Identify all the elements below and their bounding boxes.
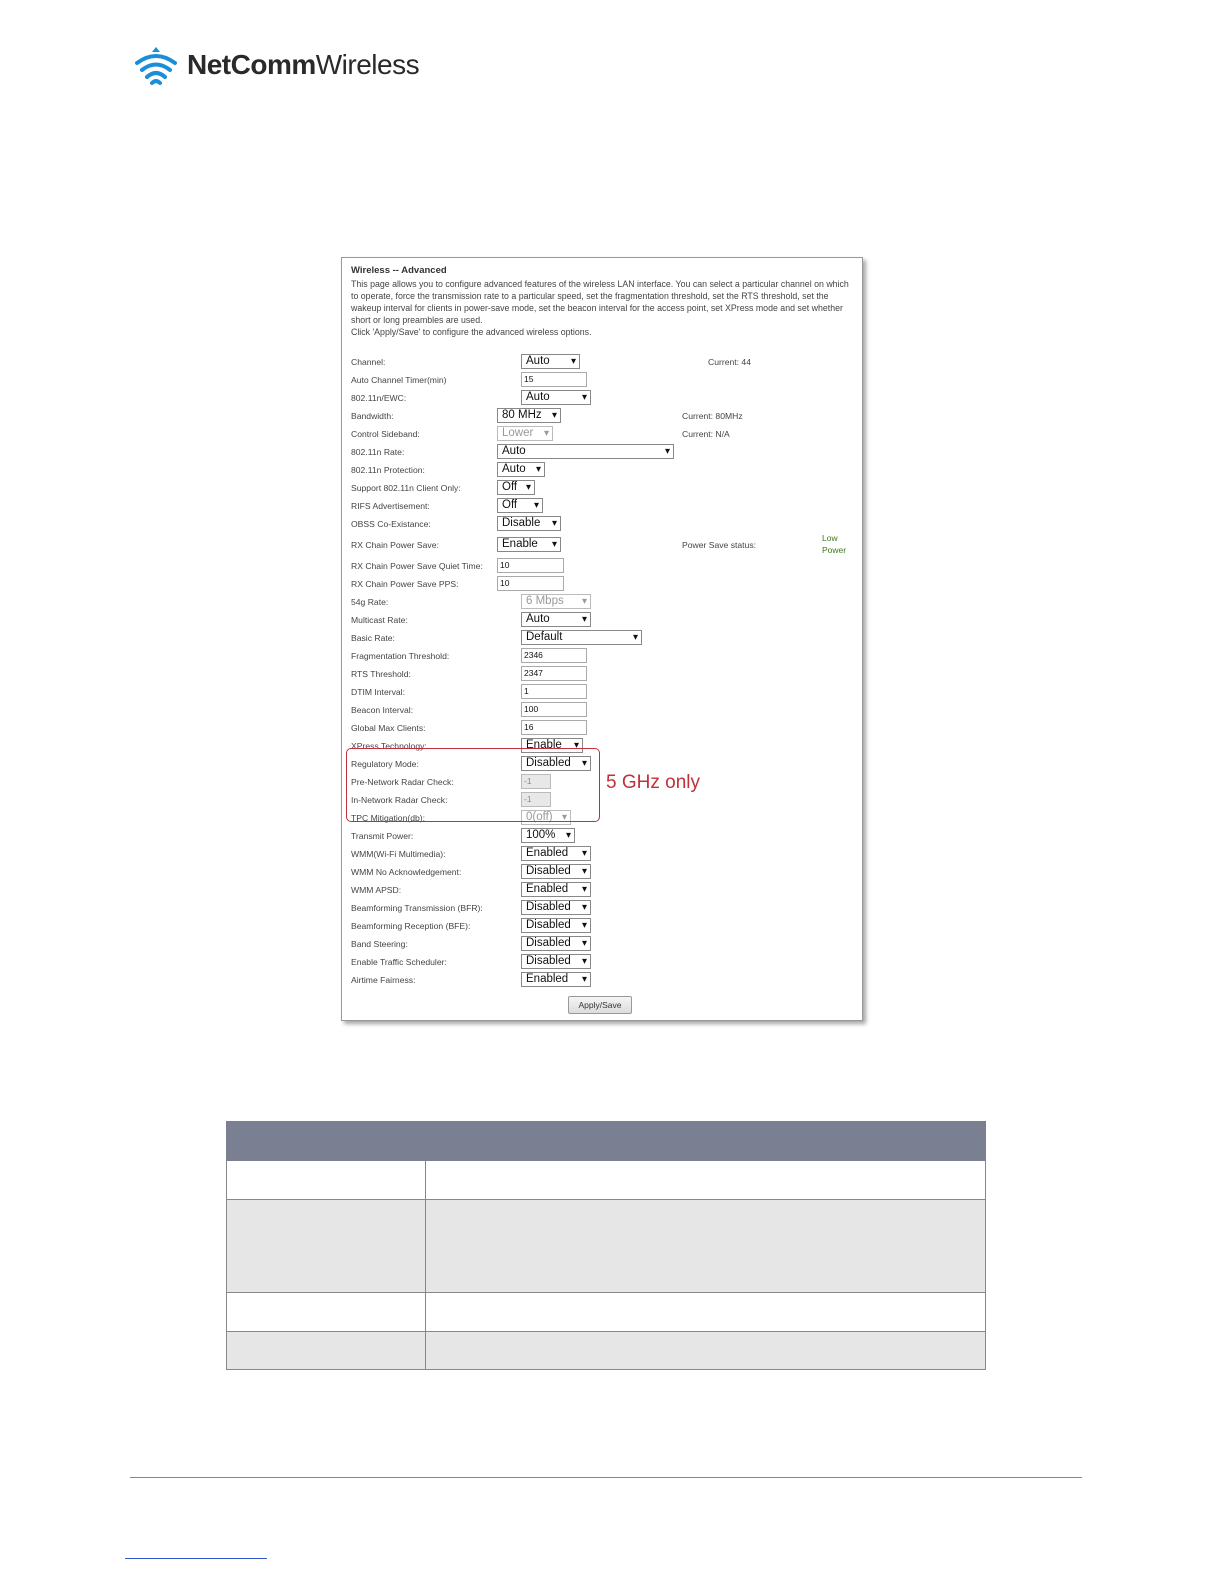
setting-label: Airtime Fairness: xyxy=(351,975,416,985)
setting-label: Support 802.11n Client Only: xyxy=(351,483,461,493)
setting-label: Beacon Interval: xyxy=(351,705,414,715)
power-save-status: Low Power xyxy=(822,533,847,555)
setting-select[interactable]: Auto ▾ xyxy=(521,354,580,369)
wifi-logo-icon xyxy=(133,43,179,87)
setting-row xyxy=(342,684,862,702)
setting-select[interactable]: Disabled ▾ xyxy=(521,936,591,951)
5ghz-only-annotation: 5 GHz only xyxy=(606,772,700,793)
footer-link-underline[interactable] xyxy=(125,1558,267,1559)
setting-row xyxy=(342,533,862,555)
setting-input: -1 xyxy=(521,774,551,789)
setting-label: Beamforming Reception (BFE): xyxy=(351,921,471,931)
setting-label: 802.11n Rate: xyxy=(351,447,405,457)
setting-row xyxy=(342,846,862,864)
setting-row xyxy=(342,648,862,666)
5ghz-highlight-box xyxy=(346,748,600,822)
setting-select[interactable]: Default ▾ xyxy=(521,630,642,645)
setting-select: 0(off) ▾ xyxy=(521,810,571,825)
setting-select[interactable]: Disabled ▾ xyxy=(521,864,591,879)
current-value-info: Current: 80MHz xyxy=(682,411,743,421)
setting-row xyxy=(342,882,862,900)
setting-select[interactable]: Auto ▾ xyxy=(497,444,674,459)
setting-row xyxy=(342,630,862,648)
apply-save-button[interactable]: Apply/Save xyxy=(568,996,632,1014)
setting-select[interactable]: 100% ▾ xyxy=(521,828,575,843)
table-row xyxy=(227,1200,986,1293)
setting-label: RX Chain Power Save PPS: xyxy=(351,579,459,589)
setting-row xyxy=(342,864,862,882)
setting-input: -1 xyxy=(521,792,551,807)
setting-row xyxy=(342,498,862,516)
setting-select[interactable]: Enable ▾ xyxy=(497,537,561,552)
setting-select[interactable]: Auto ▾ xyxy=(521,612,591,627)
setting-row xyxy=(342,444,862,462)
current-value-info: Power Save status: xyxy=(682,540,757,550)
setting-input[interactable]: 100 xyxy=(521,702,587,717)
setting-row xyxy=(342,702,862,720)
setting-row xyxy=(342,666,862,684)
setting-label: Fragmentation Threshold: xyxy=(351,651,450,661)
footer-divider xyxy=(130,1477,1082,1478)
setting-label: RIFS Advertisement: xyxy=(351,501,430,511)
setting-row xyxy=(342,720,862,738)
setting-select[interactable]: Auto ▾ xyxy=(521,390,591,405)
table-row xyxy=(227,1293,986,1332)
setting-input[interactable]: 16 xyxy=(521,720,587,735)
setting-row xyxy=(342,936,862,954)
setting-row xyxy=(342,354,862,372)
setting-select[interactable]: Enabled ▾ xyxy=(521,846,591,861)
setting-select[interactable]: Enabled ▾ xyxy=(521,882,591,897)
setting-row xyxy=(342,462,862,480)
setting-label: Beamforming Transmission (BFR): xyxy=(351,903,483,913)
settings-description-table xyxy=(226,1121,986,1370)
setting-row xyxy=(342,516,862,534)
setting-select[interactable]: Off ▾ xyxy=(497,498,543,513)
setting-label: WMM No Acknowledgement: xyxy=(351,867,462,877)
setting-label: Pre-Network Radar Check: xyxy=(351,777,454,787)
netcomm-logo xyxy=(133,40,419,90)
setting-select[interactable]: Disabled ▾ xyxy=(521,756,591,771)
setting-label: Multicast Rate: xyxy=(351,615,408,625)
setting-row xyxy=(342,828,862,846)
setting-select[interactable]: Enabled ▾ xyxy=(521,972,591,987)
setting-label: RX Chain Power Save: xyxy=(351,540,439,550)
setting-row xyxy=(342,900,862,918)
setting-label: Enable Traffic Scheduler: xyxy=(351,957,447,967)
setting-label: Bandwidth: xyxy=(351,411,394,421)
setting-select: 6 Mbps ▾ xyxy=(521,594,591,609)
setting-input[interactable]: 10 xyxy=(497,558,564,573)
setting-row xyxy=(342,408,862,426)
table-row xyxy=(227,1161,986,1200)
setting-row xyxy=(342,390,862,408)
page-title: Wireless -- Advanced xyxy=(351,265,447,276)
setting-label: In-Network Radar Check: xyxy=(351,795,448,805)
setting-input[interactable]: 1 xyxy=(521,684,587,699)
setting-select[interactable]: 80 MHz ▾ xyxy=(497,408,561,423)
setting-label: Control Sideband: xyxy=(351,429,420,439)
setting-label: 802.11n Protection: xyxy=(351,465,425,475)
setting-select[interactable]: Enable ▾ xyxy=(521,738,583,753)
setting-row xyxy=(342,372,862,390)
setting-row xyxy=(342,594,862,612)
brand-name: NetCommWireless xyxy=(187,49,420,80)
setting-row xyxy=(342,972,862,990)
setting-label: 802.11n/EWC: xyxy=(351,393,407,403)
setting-input[interactable]: 2347 xyxy=(521,666,587,681)
setting-label: WMM(Wi-Fi Multimedia): xyxy=(351,849,446,859)
setting-row xyxy=(342,480,862,498)
setting-select: Lower ▾ xyxy=(497,426,553,441)
setting-select[interactable]: Off ▾ xyxy=(497,480,535,495)
setting-select[interactable]: Auto ▾ xyxy=(497,462,545,477)
setting-label: Auto Channel Timer(min) xyxy=(351,375,447,385)
setting-row xyxy=(342,918,862,936)
setting-input[interactable]: 2346 xyxy=(521,648,587,663)
setting-row xyxy=(342,954,862,972)
setting-row xyxy=(342,426,862,444)
setting-label: RX Chain Power Save Quiet Time: xyxy=(351,561,483,571)
setting-row xyxy=(342,558,862,576)
setting-label: OBSS Co-Existance: xyxy=(351,519,431,529)
setting-label: Regulatory Mode: xyxy=(351,759,419,769)
setting-label: Band Steering: xyxy=(351,939,408,949)
setting-label: RTS Threshold: xyxy=(351,669,411,679)
setting-row xyxy=(342,612,862,630)
setting-input[interactable]: 10 xyxy=(497,576,564,591)
setting-select[interactable]: Disabled ▾ xyxy=(521,900,591,915)
setting-label: TPC Mitigation(db): xyxy=(351,813,426,823)
current-value-info: Current: 44 xyxy=(708,357,751,367)
setting-label: Global Max Clients: xyxy=(351,723,426,733)
setting-label: 54g Rate: xyxy=(351,597,389,607)
setting-label: WMM APSD: xyxy=(351,885,402,895)
setting-label: Channel: xyxy=(351,357,386,367)
setting-label: Basic Rate: xyxy=(351,633,395,643)
setting-select[interactable]: Disabled ▾ xyxy=(521,918,591,933)
setting-label: XPress Technology: xyxy=(351,741,427,751)
current-value-info: Current: N/A xyxy=(682,429,730,439)
setting-label: DTIM Interval: xyxy=(351,687,405,697)
wireless-advanced-panel xyxy=(341,257,863,1021)
setting-label: Transmit Power: xyxy=(351,831,414,841)
table-row xyxy=(227,1332,986,1370)
page-description: This page allows you to configure advanced features of the wireless LAN interface. You can select a particular channel on which to operate, force the transmission rate to a particular speed, set the fragmentation threshold, set the RTS threshold, set the wakeup interval for clients in power-save mode, set the beacon interval for the access point, set XPress mode and set whether short or long preambles are used. Click 'Apply/Save' to configure the advanced wireless options. xyxy=(351,279,849,337)
setting-row xyxy=(342,576,862,594)
setting-select[interactable]: Disabled ▾ xyxy=(521,954,591,969)
setting-input[interactable]: 15 xyxy=(521,372,587,387)
setting-select[interactable]: Disable ▾ xyxy=(497,516,561,531)
